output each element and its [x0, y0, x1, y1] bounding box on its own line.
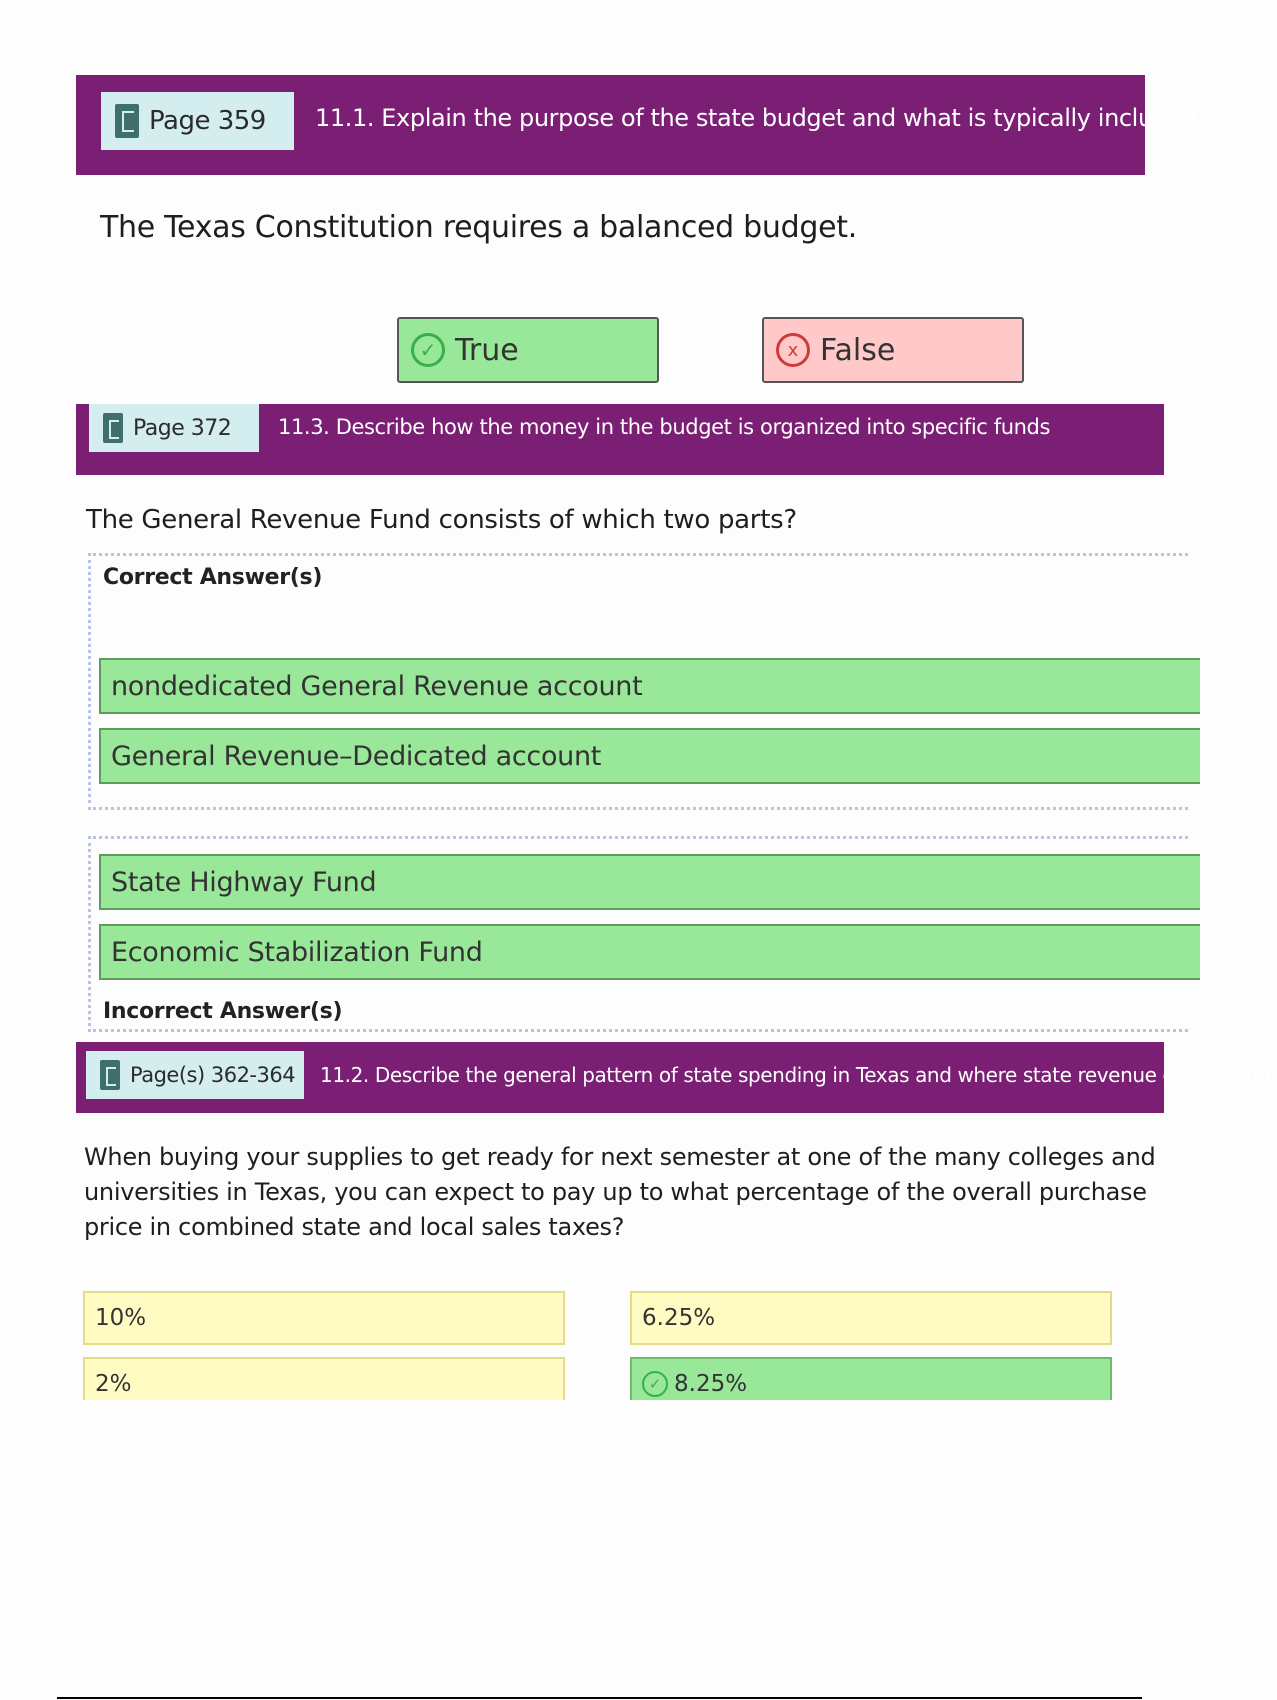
- answer-option[interactable]: [83, 1291, 565, 1345]
- answer-item[interactable]: State Highway Fund: [99, 854, 1200, 910]
- option-label: 2%: [95, 1371, 132, 1397]
- answer-item[interactable]: Economic Stabilization Fund: [99, 924, 1200, 980]
- footer-rule: [57, 1697, 1142, 1699]
- ebook-icon: [100, 1060, 120, 1090]
- question-text: The General Revenue Fund consists of which two parts?: [86, 505, 797, 535]
- page-reference-button[interactable]: [86, 1051, 304, 1099]
- check-icon: ✓: [642, 1371, 668, 1397]
- learning-objective: 11.1. Explain the purpose of the state budget and what is typically included: [315, 104, 1197, 132]
- question-line: price in combined state and local sales taxes?: [84, 1213, 625, 1241]
- check-icon: ✓: [411, 333, 445, 367]
- true-button[interactable]: [397, 317, 659, 383]
- answer-item[interactable]: General Revenue–Dedicated account: [99, 728, 1200, 784]
- question-line: When buying your supplies to get ready for next semester at one of the many colleges and: [84, 1143, 1156, 1171]
- option-label: 6.25%: [642, 1305, 716, 1331]
- ebook-icon: [103, 413, 123, 443]
- page-reference-label: Page(s) 362-364: [130, 1063, 296, 1087]
- objective-banner-q1: [76, 75, 1197, 175]
- objective-banner-q2: [76, 404, 1164, 475]
- correct-answers-heading: Correct Answer(s): [103, 565, 323, 590]
- x-circle-icon: x: [776, 333, 810, 367]
- question-line: universities in Texas, you can expect to pay up to what percentage of the overall purchase: [84, 1178, 1147, 1206]
- false-label: False: [820, 332, 896, 368]
- ebook-icon: [115, 104, 139, 138]
- answer-option[interactable]: [630, 1291, 1112, 1345]
- true-label: True: [455, 332, 519, 368]
- page-reference-label: Page 359: [149, 106, 266, 136]
- page-blank-area: [0, 1400, 1200, 1700]
- answer-item[interactable]: nondedicated General Revenue account: [99, 658, 1200, 714]
- objective-banner-q3: [76, 1042, 1277, 1113]
- page-reference-label: Page 372: [133, 415, 232, 441]
- option-label: 8.25%: [674, 1371, 748, 1397]
- page-reference-button[interactable]: [89, 404, 259, 452]
- incorrect-answers-heading: Incorrect Answer(s): [103, 999, 343, 1024]
- false-button[interactable]: [762, 317, 1024, 383]
- option-label: 10%: [95, 1305, 147, 1331]
- learning-objective: 11.3. Describe how the money in the budget is organized into specific funds: [278, 415, 1051, 439]
- page-reference-button[interactable]: [101, 92, 294, 150]
- learning-objective: 11.2. Describe the general pattern of state spending in Texas and where state revenue comes from: [320, 1063, 1277, 1087]
- question-text: [84, 1140, 1155, 1245]
- question-text: The Texas Constitution requires a balanced budget.: [100, 210, 857, 245]
